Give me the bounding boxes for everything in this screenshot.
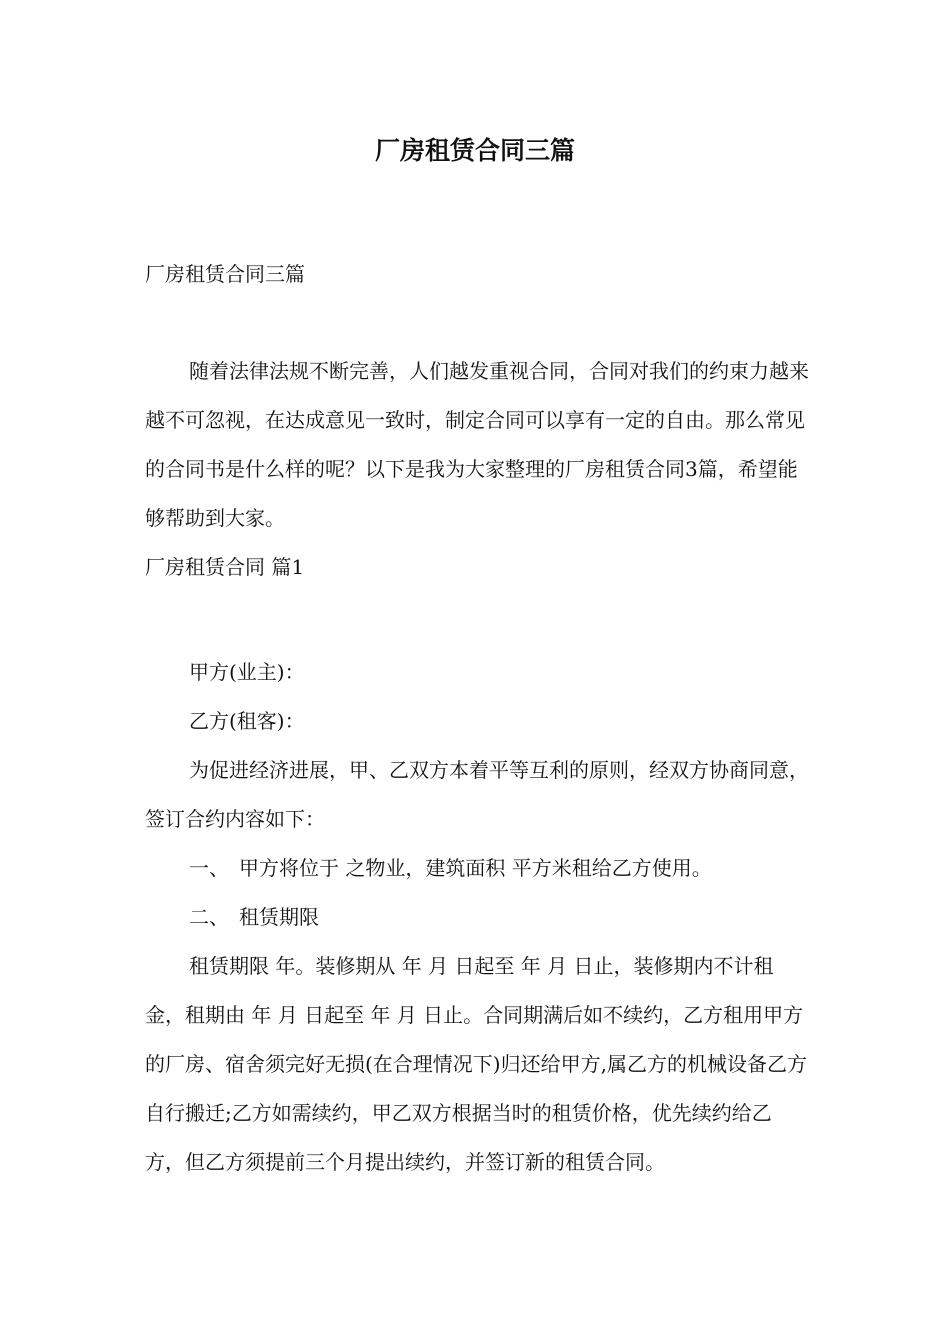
intro-paragraph: 随着法律法规不断完善，人们越发重视合同，合同对我们的约束力越来越不可忽视，在达成意见一致时，制定合同可以享有一定的自由。那么常见的合同书是什么样的呢？以下是我为大家整理的厂房租赁合同3篇，希望能够帮助到大家。 (145, 359, 809, 530)
preamble-paragraph: 为促进经济进展，甲、乙双方本着平等互利的原则，经双方协商同意，签订合约内容如下： (145, 758, 809, 831)
clause-2-heading: 二、 租赁期限 (189, 905, 319, 929)
section-heading-1: 厂房租赁合同 篇1 (145, 555, 305, 579)
document-body (145, 250, 810, 1187)
party-a-line: 甲方(业主)： (189, 660, 305, 684)
party-b-line: 乙方(租客)： (189, 709, 305, 733)
clause-1: 一、 甲方将位于 之物业，建筑面积 平方米租给乙方使用。 (189, 856, 712, 880)
clause-2-body: 租赁期限 年。装修期从 年 月 日起至 年 月 日止，装修期内不计租金，租期由 年 月 日起至 年 月 日止。合同期满后如不续约，乙方租用甲方的厂房、宿舍须完好无损(在合理情况下)归还给甲方,属乙方的机械设备乙方自行搬迁;乙方如需续约，甲乙双方根据当时的租赁价格，优先续约给乙方，但乙方须提前三个月提出续约，并签订新的租赁合同。 (145, 954, 807, 1174)
subtitle-paragraph: 厂房租赁合同三篇 (145, 262, 305, 286)
document-title: 厂房租赁合同三篇 (374, 136, 575, 165)
